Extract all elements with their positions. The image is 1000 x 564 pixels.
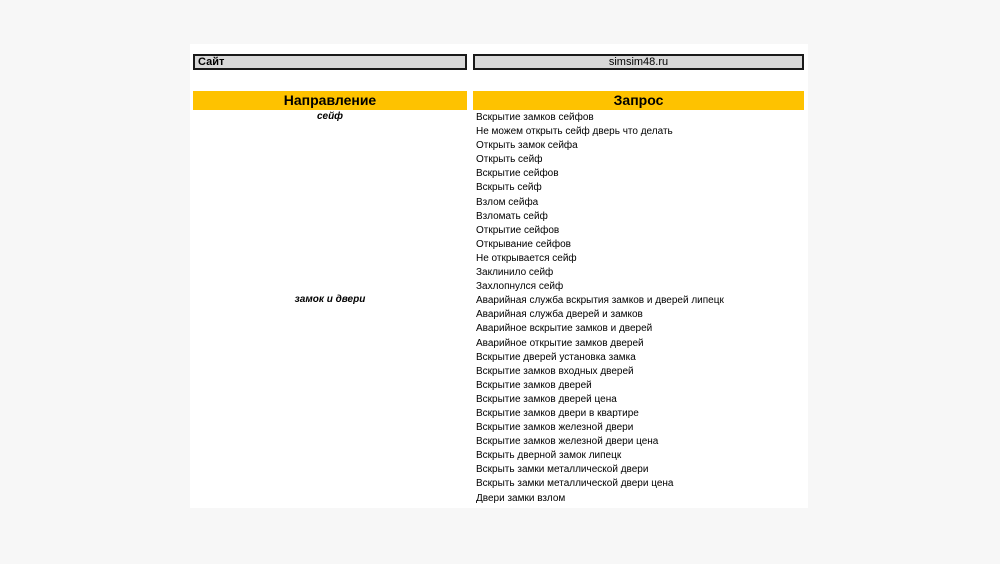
query-cell[interactable]: Не можем открыть сейф дверь что делать (476, 126, 673, 138)
site-value-cell[interactable]: simsim48.ru (473, 54, 804, 70)
site-label-cell[interactable]: Сайт (193, 54, 467, 70)
query-cell[interactable]: Не открывается сейф (476, 252, 577, 264)
query-cell[interactable]: Вскрытие замков сейфов (476, 112, 594, 123)
query-cell[interactable]: Взломать сейф (476, 210, 548, 222)
query-cell[interactable]: Вскрытие замков дверей (476, 379, 592, 391)
query-cell[interactable]: Открывание сейфов (476, 238, 571, 250)
query-cell[interactable]: Вскрытие замков железной двери цена (476, 436, 659, 448)
spreadsheet-sheet (190, 44, 808, 508)
query-cell[interactable]: Вскрыть сейф (476, 182, 542, 194)
query-cell[interactable]: Взлом сейфа (476, 196, 539, 208)
query-header: Запрос (473, 91, 804, 110)
category-cell[interactable]: замок и двери (294, 294, 366, 306)
query-list (476, 111, 724, 506)
query-cell[interactable]: Аварийное открытие замков дверей (476, 337, 644, 349)
query-cell[interactable]: Открыть замок сейфа (476, 140, 578, 152)
query-cell[interactable]: Открытие сейфов (476, 224, 560, 236)
query-cell[interactable]: Вскрытие замков железной двери (476, 422, 634, 434)
query-cell[interactable]: Вскрыть дверной замок липецк (476, 450, 622, 462)
query-cell[interactable]: Аварийная служба дверей и замков (476, 309, 643, 321)
query-cell[interactable]: Вскрытие сейфов (476, 168, 559, 180)
category-cell[interactable]: сейф (316, 111, 344, 122)
query-cell[interactable]: Вскрытие замков дверей цена (476, 393, 617, 405)
query-cell[interactable]: Аварийная служба вскрытия замков и дверей липецк (476, 295, 724, 307)
query-cell[interactable]: Вскрытие замков входных дверей (476, 365, 634, 377)
query-cell[interactable]: Захлопнулся сейф (476, 281, 564, 293)
direction-header: Направление (193, 91, 467, 110)
query-cell[interactable]: Вскрыть замки металлической двери (476, 464, 649, 476)
query-cell[interactable]: Заклинило сейф (476, 267, 554, 279)
query-cell[interactable]: Двери замки взлом (476, 492, 566, 504)
query-cell[interactable]: Аварийное вскрытие замков и дверей (476, 323, 653, 335)
query-cell[interactable]: Вскрытие дверей установка замка (476, 351, 636, 363)
query-cell[interactable]: Вскрытие замков двери в квартире (476, 407, 639, 419)
query-cell[interactable]: Вскрыть замки металлической двери цена (476, 478, 674, 490)
query-cell[interactable]: Открыть сейф (476, 154, 543, 166)
